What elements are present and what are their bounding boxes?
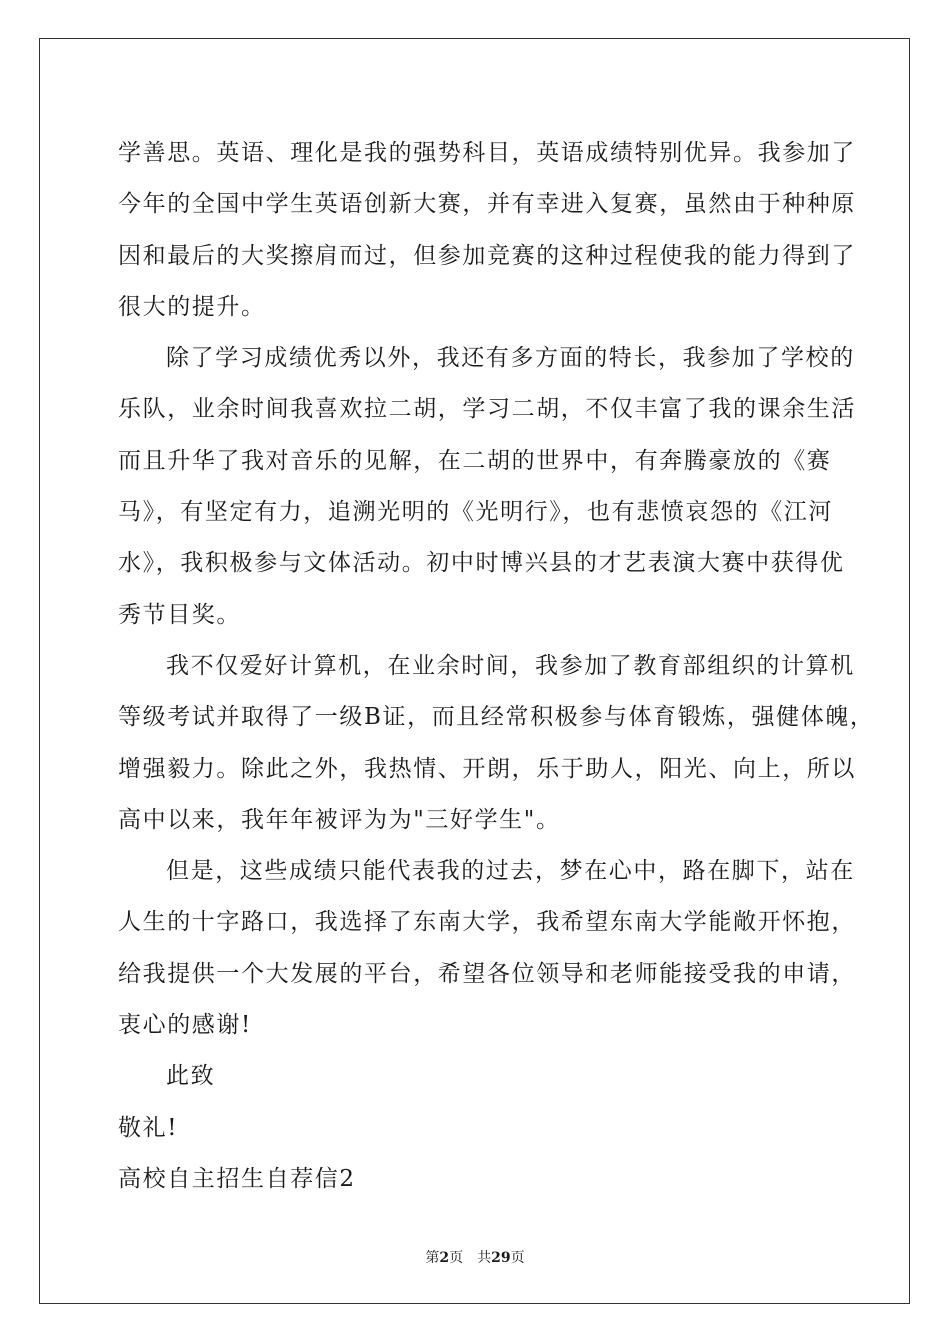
text-line: 人生的十字路口，我选择了东南大学，我希望东南大学能敞开怀抱， [118, 909, 856, 936]
text-line: 等级考试并取得了一级B证，而且经常积极参与体育锻炼，强健体魄， [118, 704, 875, 731]
text-line: 马》，有坚定有力，追溯光明的《光明行》，也有悲愤哀怨的《江河 [118, 499, 833, 526]
document-body [118, 128, 875, 1205]
text-line: 除了学习成绩优秀以外，我还有多方面的特长，我参加了学校的 [166, 345, 855, 372]
page-current: 2 [439, 1250, 450, 1266]
text-line: 因和最后的大奖擦肩而过，但参加竞赛的这种过程使我的能力得到了 [118, 242, 856, 269]
text-line: 乐队，业余时间我喜欢拉二胡，学习二胡，不仅丰富了我的课余生活 [118, 396, 856, 423]
text-line: 很大的提升。 [118, 293, 266, 320]
text-line: 秀节目奖。 [118, 601, 241, 628]
section-heading: 高校自主招生自荐信2 [118, 1165, 356, 1192]
total-suffix: 页 [510, 1250, 525, 1266]
salutation-line: 敬礼! [118, 1114, 179, 1141]
text-line: 高中以来，我年年被评为为"三好学生"。 [118, 806, 561, 833]
text-line: 学善思。英语、理化是我的强势科目，英语成绩特别优异。我参加了 [118, 140, 856, 166]
text-line: 衷心的感谢! [118, 1012, 252, 1039]
page-total: 29 [491, 1250, 511, 1266]
page-prefix: 第 [425, 1250, 440, 1266]
text-line: 但是，这些成绩只能代表我的过去，梦在心中，路在脚下，站在 [166, 858, 855, 885]
text-line: 我不仅爱好计算机，在业余时间，我参加了教育部组织的计算机 [166, 652, 855, 679]
text-line: 增强毅力。除此之外，我热情、开朗，乐于助人，阳光、向上，所以 [118, 755, 856, 782]
text-line: 水》，我积极参与文体活动。初中时博兴县的才艺表演大赛中获得优 [118, 550, 845, 577]
total-prefix: 共 [477, 1250, 492, 1266]
text-line: 给我提供一个大发展的平台，希望各位领导和老师能接受我的申请， [118, 960, 856, 987]
closing-line: 此致 [166, 1063, 216, 1090]
page-footer [0, 1247, 950, 1267]
text-line: 而且升华了我对音乐的见解，在二胡的世界中，有奔腾豪放的《赛 [118, 447, 832, 474]
page-suffix: 页 [449, 1250, 464, 1266]
text-line: 今年的全国中学生英语创新大赛，并有幸进入复赛，虽然由于种种原 [118, 191, 856, 218]
